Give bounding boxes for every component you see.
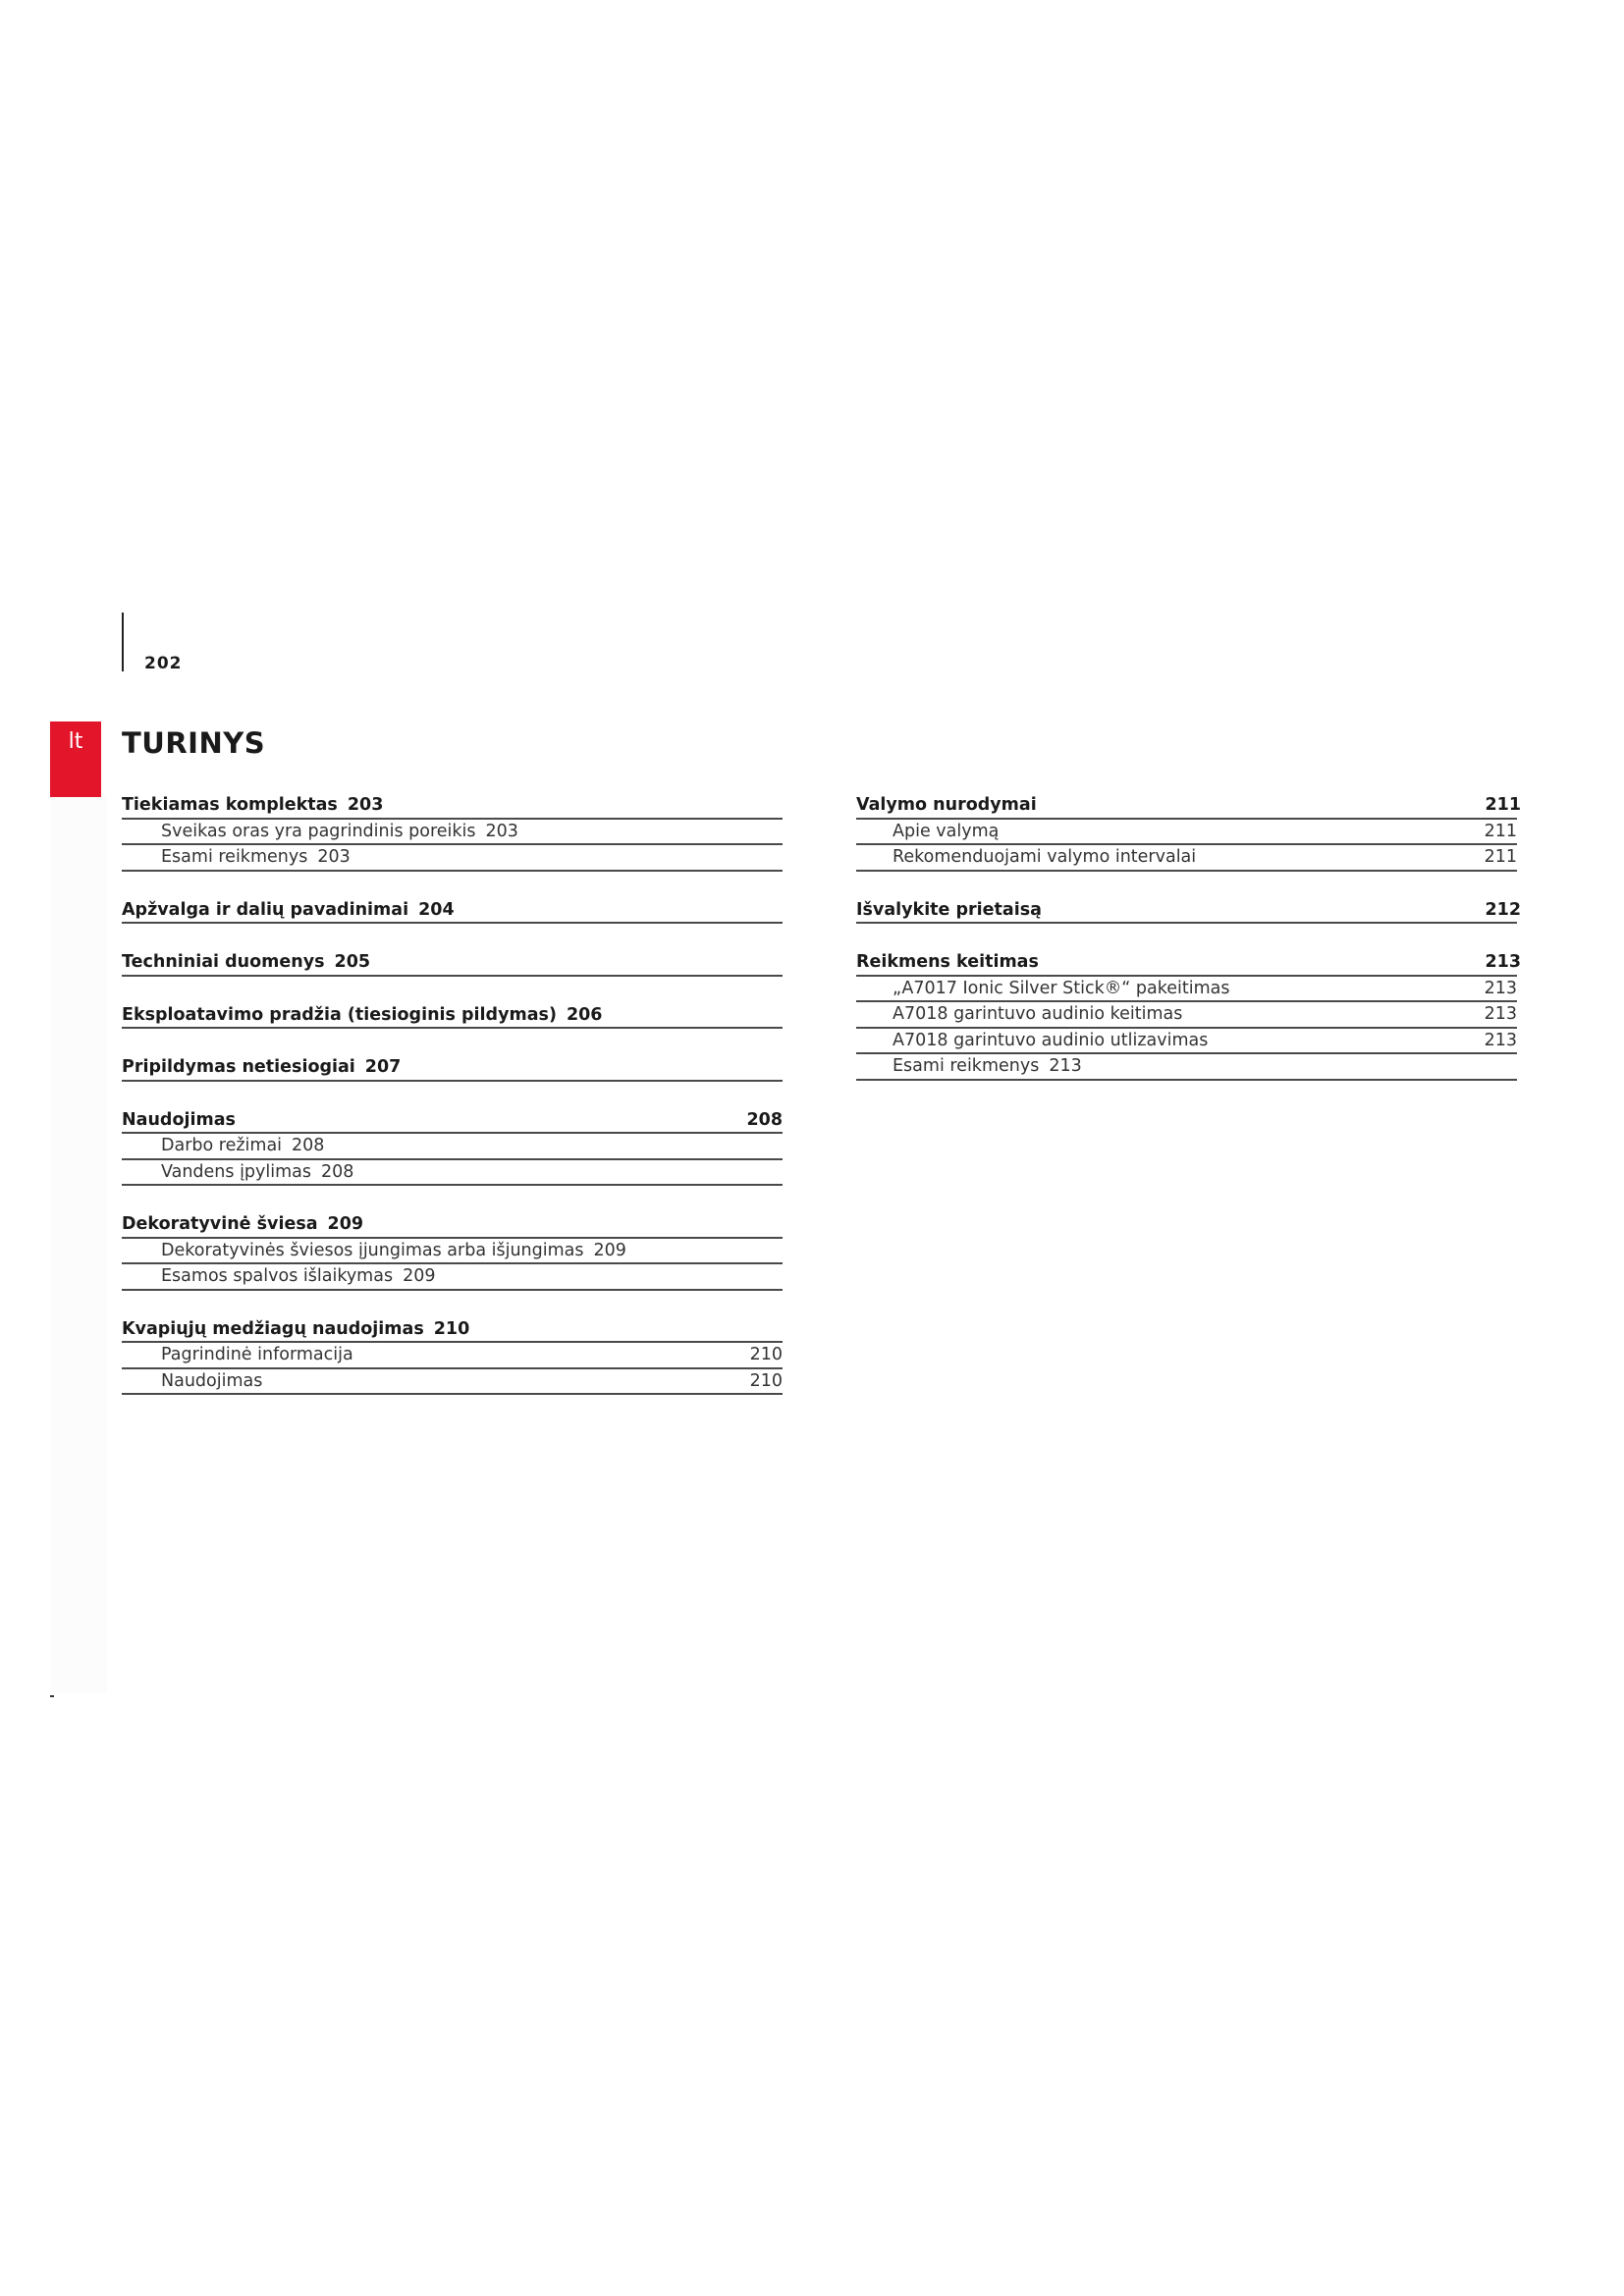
toc-item[interactable] xyxy=(122,1160,783,1187)
toc-item-label: Esamos spalvos išlaikymas xyxy=(161,1266,394,1286)
toc-item-label: Esami reikmenys xyxy=(161,847,308,867)
toc-left-column xyxy=(122,793,783,1421)
toc-heading[interactable] xyxy=(122,1108,783,1135)
toc-heading-page-number: 211 xyxy=(1485,795,1521,815)
toc-heading[interactable] xyxy=(122,1212,783,1239)
toc-item[interactable] xyxy=(122,1239,783,1265)
page-title: TURINYS xyxy=(122,726,266,760)
toc-heading-label: Dekoratyvinė šviesa xyxy=(122,1214,318,1234)
toc-item-page-number: 210 xyxy=(749,1370,783,1391)
toc-heading[interactable] xyxy=(122,898,783,925)
toc-item[interactable] xyxy=(856,1029,1517,1055)
toc-item-label: Pagrindinė informacija xyxy=(161,1345,353,1364)
toc-item[interactable] xyxy=(122,820,783,846)
toc-heading-label: Išvalykite prietaisą xyxy=(856,899,1042,920)
toc-heading-page-number: 212 xyxy=(1485,899,1521,920)
toc-item-page-number: 213 xyxy=(1484,1030,1517,1050)
toc-item-page-number: 213 xyxy=(1484,1004,1517,1024)
toc-heading-page-number: 210 xyxy=(433,1318,470,1339)
toc-item-label: Apie valymą xyxy=(893,821,1000,841)
toc-item-page-number: 209 xyxy=(593,1240,626,1260)
toc-item-label: A7018 garintuvo audinio utlizavimas xyxy=(893,1030,1209,1050)
toc-section xyxy=(122,898,783,925)
toc-heading-label: Reikmens keitimas xyxy=(856,952,1039,972)
toc-section xyxy=(122,1055,783,1082)
toc-section xyxy=(856,793,1521,872)
toc-heading[interactable] xyxy=(122,950,783,977)
toc-item-page-number: 209 xyxy=(403,1266,436,1286)
toc-item[interactable] xyxy=(856,820,1517,846)
toc-item-page-number: 203 xyxy=(485,821,518,841)
toc-heading[interactable] xyxy=(856,950,1521,977)
toc-heading-label: Tiekiamas komplektas xyxy=(122,795,338,815)
toc-heading-label: Pripildymas netiesiogiai xyxy=(122,1057,355,1077)
toc-item-label: Rekomenduojami valymo intervalai xyxy=(893,847,1197,867)
toc-heading-label: Apžvalga ir dalių pavadinimai xyxy=(122,899,409,920)
toc-section xyxy=(856,898,1521,925)
toc-section xyxy=(122,950,783,977)
toc-item[interactable] xyxy=(122,1343,783,1369)
toc-item-label: Darbo režimai xyxy=(161,1136,283,1155)
toc-item-label: Esami reikmenys xyxy=(893,1056,1040,1076)
toc-item-page-number: 213 xyxy=(1049,1056,1082,1076)
toc-section xyxy=(856,950,1521,1081)
toc-item[interactable] xyxy=(122,845,783,872)
toc-heading-label: Naudojimas xyxy=(122,1109,236,1130)
toc-heading[interactable] xyxy=(856,898,1521,925)
toc-heading-page-number: 208 xyxy=(746,1109,783,1130)
toc-item-label: „A7017 Ionic Silver Stick®“ pakeitimas xyxy=(893,978,1230,998)
toc-section xyxy=(122,793,783,872)
toc-item[interactable] xyxy=(856,1002,1517,1029)
side-margin-strip xyxy=(50,795,107,1693)
toc-item[interactable] xyxy=(856,845,1517,872)
toc-heading[interactable] xyxy=(856,793,1521,820)
toc-item-page-number: 208 xyxy=(292,1136,325,1155)
toc-heading-page-number: 205 xyxy=(334,952,371,972)
toc-heading-page-number: 204 xyxy=(418,899,455,920)
toc-heading-label: Techniniai duomenys xyxy=(122,952,325,972)
page-number-rule xyxy=(122,613,124,671)
toc-item[interactable] xyxy=(856,1054,1517,1081)
toc-heading-page-number: 206 xyxy=(566,1004,603,1025)
toc-section xyxy=(122,1003,783,1030)
toc-item-page-number: 211 xyxy=(1484,821,1517,841)
toc-item-label: Dekoratyvinės šviesos įjungimas arba išjungimas xyxy=(161,1240,584,1260)
toc-item-label: A7018 garintuvo audinio keitimas xyxy=(893,1004,1183,1024)
toc-item-label: Naudojimas xyxy=(161,1370,263,1391)
toc-item[interactable] xyxy=(122,1134,783,1160)
toc-heading[interactable] xyxy=(122,1003,783,1030)
toc-item-page-number: 203 xyxy=(317,847,351,867)
toc-item-page-number: 211 xyxy=(1484,847,1517,867)
toc-heading-page-number: 209 xyxy=(327,1214,364,1234)
toc-heading-page-number: 203 xyxy=(347,795,384,815)
toc-item-page-number: 213 xyxy=(1484,978,1517,998)
toc-section xyxy=(122,1212,783,1291)
toc-item-page-number: 208 xyxy=(321,1161,354,1182)
toc-item[interactable] xyxy=(122,1264,783,1291)
toc-heading-label: Kvapiųjų medžiagų naudojimas xyxy=(122,1318,424,1339)
toc-item-label: Vandens įpylimas xyxy=(161,1161,312,1182)
toc-right-column xyxy=(856,793,1521,1107)
toc-item-label: Sveikas oras yra pagrindinis poreikis xyxy=(161,821,476,841)
toc-section xyxy=(122,1317,783,1396)
toc-item[interactable] xyxy=(856,977,1517,1003)
toc-heading[interactable] xyxy=(122,793,783,820)
toc-heading-page-number: 207 xyxy=(364,1057,402,1077)
toc-heading[interactable] xyxy=(122,1317,783,1344)
toc-heading-label: Eksploatavimo pradžia (tiesioginis pildymas) xyxy=(122,1004,557,1025)
language-tab: lt xyxy=(50,721,101,797)
toc-section xyxy=(122,1108,783,1187)
margin-mark xyxy=(50,1695,54,1697)
page-number: 202 xyxy=(144,654,183,673)
toc-heading-page-number: 213 xyxy=(1485,952,1521,972)
toc-item-page-number: 210 xyxy=(749,1345,783,1364)
toc-heading[interactable] xyxy=(122,1055,783,1082)
toc-heading-label: Valymo nurodymai xyxy=(856,795,1037,815)
toc-item[interactable] xyxy=(122,1369,783,1396)
